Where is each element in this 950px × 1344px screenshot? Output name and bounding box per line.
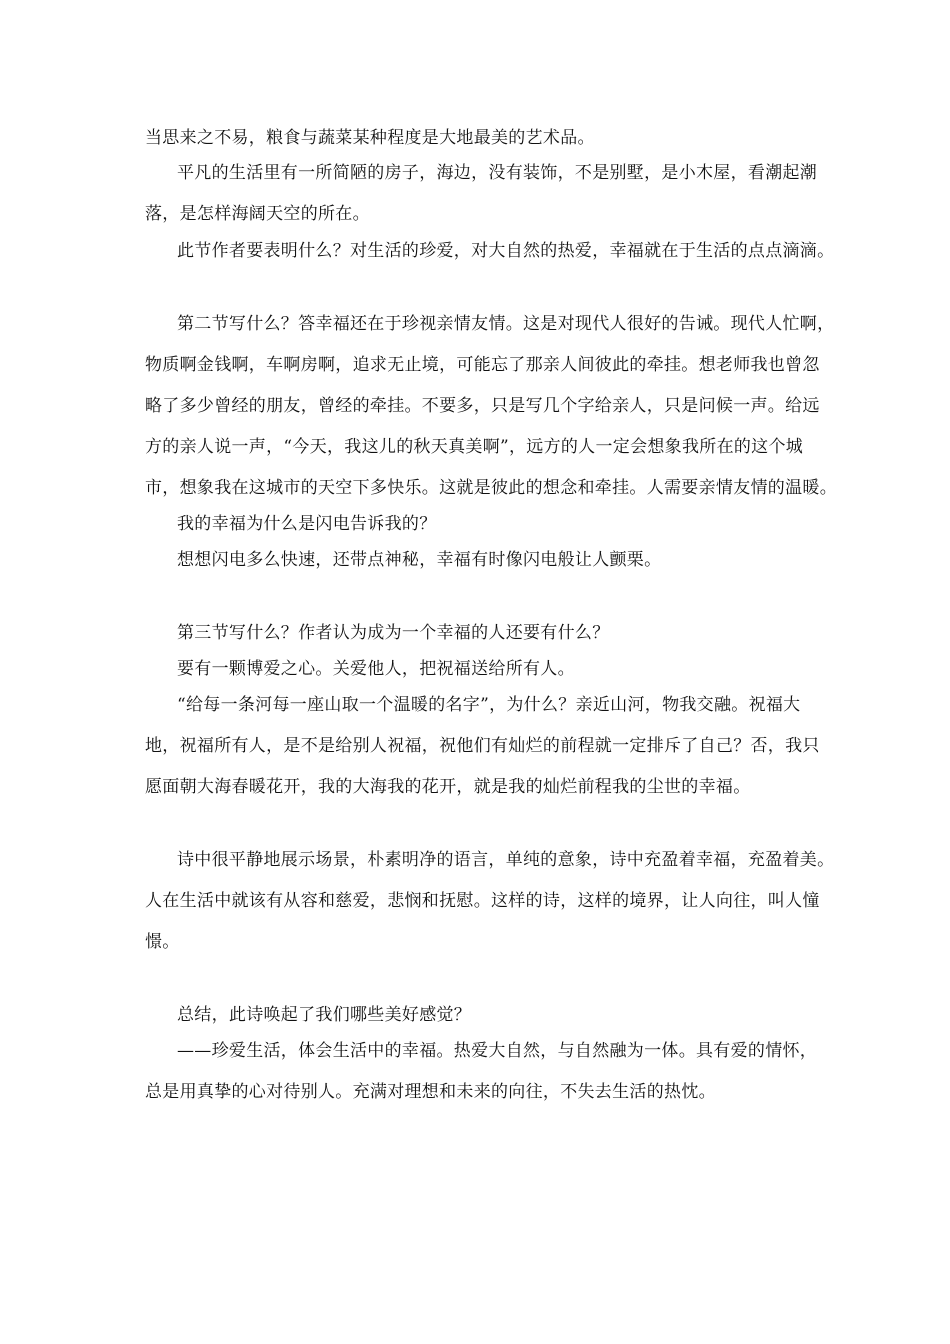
text-line: 总是用真挚的心对待别人。充满对理想和未来的向往，不失去生活的热忱。 — [145, 1082, 716, 1102]
text-line: 此节作者要表明什么？对生活的珍爱，对大自然的热爱，幸福就在于生活的点点滴滴。 — [177, 241, 835, 261]
text-line: 人在生活中就该有从容和慈爱，悲悯和抚慰。这样的诗，这样的境界，让人向往，叫人憧 — [145, 891, 820, 911]
text-line: 第三节写什么？作者认为成为一个幸福的人还要有什么？ — [177, 623, 610, 643]
text-line: 市，想象我在这城市的天空下多快乐。这就是彼此的想念和牵挂。人需要亲情友情的温暖。 — [145, 478, 837, 498]
text-line: 略了多少曾经的朋友，曾经的牵挂。不要多，只是写几个字给亲人，只是问候一声。给远 — [145, 396, 820, 416]
text-line: 第二节写什么？答幸福还在于珍视亲情友情。这是对现代人很好的告诫。现代人忙啊， — [177, 314, 835, 334]
text-line: 总结，此诗唤起了我们哪些美好感觉？ — [177, 1005, 472, 1025]
text-line: 想想闪电多么快速，还带点神秘，幸福有时像闪电般让人颤栗。 — [177, 550, 662, 570]
text-line: 物质啊金钱啊，车啊房啊，追求无止境，可能忘了那亲人间彼此的牵挂。想老师我也曾忽 — [145, 355, 820, 375]
text-line: 要有一颗博爱之心。关爱他人，把祝福送给所有人。 — [177, 659, 575, 679]
text-line: 诗中很平静地展示场景，朴素明净的语言，单纯的意象，诗中充盈着幸福，充盈着美。 — [177, 850, 835, 870]
text-line: 落，是怎样海阔天空的所在。 — [145, 204, 370, 224]
text-line: “给每一条河每一座山取一个温暖的名字”，为什么？亲近山河，物我交融。祝福大 — [177, 695, 801, 715]
text-line: 愿面朝大海春暖花开，我的大海我的花开，就是我的灿烂前程我的尘世的幸福。 — [145, 777, 751, 797]
text-line: 当思来之不易，粮食与蔬菜某种程度是大地最美的艺术品。 — [145, 128, 595, 148]
text-line: ——珍爱生活，体会生活中的幸福。热爱大自然，与自然融为一体。具有爱的情怀， — [177, 1041, 818, 1061]
text-line: 憬。 — [145, 932, 180, 952]
text-line: 地，祝福所有人，是不是给别人祝福，祝他们有灿烂的前程就一定排斥了自己？否，我只 — [145, 736, 820, 756]
text-line: 方的亲人说一声，“今天，我这儿的秋天真美啊”，远方的人一定会想象我所在的这个城 — [145, 437, 804, 457]
text-line: 我的幸福为什么是闪电告诉我的？ — [177, 514, 437, 534]
text-line: 平凡的生活里有一所简陋的房子，海边，没有装饰，不是别墅，是小木屋，看潮起潮 — [177, 163, 818, 183]
